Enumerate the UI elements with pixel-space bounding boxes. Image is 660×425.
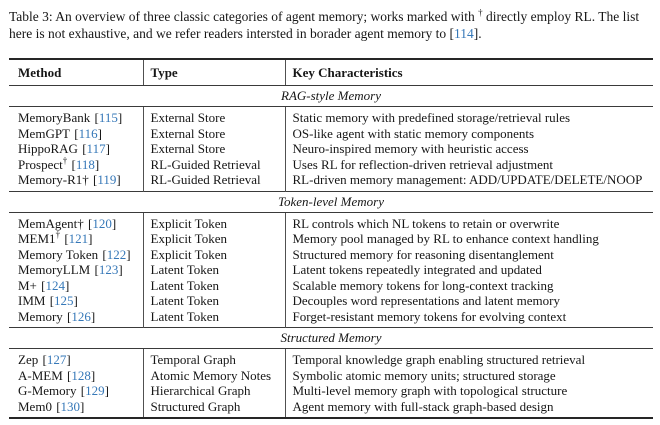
method-cell	[9, 349, 143, 368]
bracket-close: ]	[126, 246, 131, 262]
caption-text-2: directly employ RL. The list here is not exhaustive, and we refer readers intersted in borader agent memory to	[9, 9, 640, 41]
desc-cell: Symbolic atomic memory units; structured storage	[285, 368, 653, 384]
method-cell	[9, 231, 143, 247]
method-name: MemGPT	[18, 125, 70, 141]
method-name: Memory Token	[18, 246, 99, 262]
bracket-close: ]	[116, 172, 121, 187]
desc-cell: RL controls which NL tokens to retain or overwrite	[285, 212, 653, 231]
method-cell	[9, 262, 143, 278]
method-cell	[9, 383, 143, 399]
citation-link[interactable]: 114	[453, 26, 474, 41]
table-row	[9, 309, 653, 328]
table-row	[9, 107, 653, 126]
citation	[82, 141, 110, 156]
table-row	[9, 247, 653, 263]
desc-cell: Memory pool managed by RL to enhance context handling	[285, 231, 653, 247]
citation-link[interactable]: 119	[97, 172, 117, 187]
method-cell	[9, 399, 143, 419]
bracket-open: [	[67, 367, 72, 383]
table-row	[9, 212, 653, 231]
type-cell: Explicit Token	[143, 212, 285, 231]
bracket-open: [	[42, 352, 47, 367]
bracket-open: [	[49, 293, 55, 308]
method-cell	[9, 368, 143, 384]
desc-cell: Uses RL for reflection-driven retrieval adjustment	[285, 157, 653, 173]
method-name: HippoRAG	[18, 141, 78, 156]
desc-cell: Scalable memory tokens for long-context tracking	[285, 278, 653, 294]
section-title: RAG-style Memory	[9, 86, 653, 107]
type-cell: Atomic Memory Notes	[143, 368, 285, 384]
table-row	[9, 278, 653, 294]
bracket-close: ]	[104, 383, 109, 398]
bracket-close: ]	[88, 231, 93, 246]
citation	[94, 262, 122, 277]
method-cell	[9, 247, 143, 263]
method-name: Memory	[18, 308, 63, 324]
citation-link[interactable]: 115	[98, 110, 118, 125]
type-cell: RL-Guided Retrieval	[143, 157, 285, 173]
bracket-open: [	[94, 262, 99, 277]
type-cell: External Store	[143, 107, 285, 126]
bracket-close: ]	[94, 156, 100, 172]
method-cell	[9, 126, 143, 142]
bracket-open: [	[102, 246, 107, 262]
method-name: Mem0	[18, 398, 52, 414]
citation-link[interactable]: 125	[54, 293, 74, 308]
bracket-close: ]	[80, 398, 85, 414]
citation	[67, 309, 95, 324]
agent-memory-table	[9, 58, 653, 419]
citation	[93, 172, 121, 187]
method-cell	[9, 278, 143, 294]
desc-cell: OS-like agent with static memory components	[285, 126, 653, 142]
caption-text-1: Table 3: An overview of three classic categories of agent memory; works marked with	[9, 9, 479, 24]
bracket-close: ]	[90, 367, 96, 383]
citation	[67, 368, 95, 383]
citation	[74, 126, 102, 141]
bracket-close: ]	[118, 262, 123, 277]
section-title: Token-level Memory	[9, 191, 653, 212]
citation	[81, 383, 109, 398]
section-title: Structured Memory	[9, 328, 653, 349]
desc-cell: Latent tokens repeatedly integrated and updated	[285, 262, 653, 278]
desc-cell: Static memory with predefined storage/retrieval rules	[285, 107, 653, 126]
desc-cell: Multi-level memory graph with topological structure	[285, 383, 653, 399]
method-name: G-Memory	[18, 383, 77, 398]
type-cell: External Store	[143, 126, 285, 142]
bracket-open: [	[41, 277, 46, 293]
citation	[50, 293, 78, 308]
bracket-open: [	[67, 308, 72, 324]
method-cell	[9, 172, 143, 191]
section-title-row	[9, 86, 653, 107]
bracket-open: [	[71, 156, 76, 172]
citation	[72, 157, 100, 172]
bracket-close: ]	[64, 277, 70, 293]
citation-link[interactable]: 124	[45, 277, 65, 293]
citation-link[interactable]: 117	[86, 141, 106, 156]
desc-cell: Decouples word representations and latent memory	[285, 293, 653, 309]
bracket-close: ]	[473, 26, 479, 41]
bracket-close: ]	[66, 352, 71, 367]
dagger-sup: †	[62, 156, 68, 166]
method-name: MemoryBank	[18, 110, 91, 125]
method-name: Zep	[18, 352, 39, 367]
bracket-open: [	[94, 110, 99, 125]
bracket-open: [	[93, 172, 98, 187]
citation-link[interactable]: 126	[71, 308, 91, 324]
citation	[56, 399, 84, 414]
method-name: MEM1	[18, 231, 56, 246]
bracket-open: [	[87, 215, 93, 231]
table-row	[9, 126, 653, 142]
type-cell: Latent Token	[143, 309, 285, 328]
bracket-open: [	[64, 231, 69, 246]
section-structured	[9, 328, 653, 349]
citation	[88, 216, 116, 231]
table-row	[9, 368, 653, 384]
column-header-method: Method	[9, 59, 143, 86]
table-header	[9, 59, 653, 86]
type-cell: Hierarchical Graph	[143, 383, 285, 399]
method-name: M+	[18, 277, 37, 293]
citation	[94, 110, 122, 125]
column-header-type: Type	[143, 59, 285, 86]
table-caption	[9, 8, 653, 42]
citation-link[interactable]: 122	[106, 246, 127, 262]
bracket-open: [	[74, 125, 79, 141]
dagger-inline: †	[77, 215, 84, 231]
method-cell	[9, 141, 143, 157]
method-name: A-MEM	[18, 367, 63, 383]
citation-link[interactable]: 123	[98, 262, 119, 277]
citation-link[interactable]: 118	[75, 156, 95, 172]
caption-text-3: .	[478, 26, 482, 41]
citation-link[interactable]: 121	[68, 231, 89, 246]
citation-link[interactable]: 116	[78, 125, 98, 141]
citation	[102, 247, 130, 262]
section-rag-style	[9, 86, 653, 107]
table-row	[9, 383, 653, 399]
bracket-open: [	[82, 141, 87, 156]
method-name: MemoryLLM	[18, 262, 91, 277]
desc-cell: RL-driven memory management: ADD/UPDATE/DELETE/NOOP	[285, 172, 653, 191]
table-row	[9, 399, 653, 419]
citation	[41, 278, 69, 293]
bracket-open: [	[449, 26, 454, 41]
bracket-open: [	[80, 383, 86, 398]
bracket-close: ]	[97, 125, 102, 141]
section-token-level-rows	[9, 212, 653, 328]
table-row	[9, 349, 653, 368]
dagger-sup: †	[55, 231, 61, 240]
method-cell	[9, 107, 143, 126]
type-cell: RL-Guided Retrieval	[143, 172, 285, 191]
bracket-close: ]	[73, 293, 78, 308]
desc-cell: Neuro-inspired memory with heuristic access	[285, 141, 653, 157]
bracket-close: ]	[111, 215, 117, 231]
citation	[42, 352, 70, 367]
column-header-key-characteristics: Key Characteristics	[285, 59, 653, 86]
bracket-close: ]	[117, 110, 123, 125]
table-row	[9, 172, 653, 191]
section-structured-rows	[9, 349, 653, 419]
method-cell	[9, 212, 143, 231]
table-row	[9, 293, 653, 309]
type-cell: Explicit Token	[143, 231, 285, 247]
type-cell: Latent Token	[143, 293, 285, 309]
table-row	[9, 157, 653, 173]
type-cell: Explicit Token	[143, 247, 285, 263]
type-cell: Latent Token	[143, 262, 285, 278]
dagger-symbol: †	[478, 7, 483, 18]
citation	[64, 231, 92, 246]
type-cell: Structured Graph	[143, 399, 285, 419]
section-title-row	[9, 191, 653, 212]
table-row	[9, 231, 653, 247]
citation-link[interactable]: 127	[46, 352, 67, 367]
citation-link[interactable]: 129	[85, 383, 105, 398]
type-cell: External Store	[143, 141, 285, 157]
type-cell: Temporal Graph	[143, 349, 285, 368]
method-name: IMM	[18, 293, 46, 308]
bracket-open: [	[56, 398, 61, 414]
citation-link[interactable]: 120	[92, 215, 112, 231]
desc-cell: Forget-resistant memory tokens for evolving context	[285, 309, 653, 328]
bracket-close: ]	[105, 141, 110, 156]
method-cell	[9, 309, 143, 328]
section-token-level	[9, 191, 653, 212]
section-rag-style-rows	[9, 107, 653, 192]
method-name: Memory-R1	[18, 172, 83, 187]
citation-link[interactable]: 128	[71, 367, 91, 383]
type-cell: Latent Token	[143, 278, 285, 294]
citation-link[interactable]: 130	[60, 398, 81, 414]
method-name: MemAgent	[18, 215, 78, 231]
method-name: Prospect	[18, 156, 63, 172]
method-cell	[9, 293, 143, 309]
table-row	[9, 262, 653, 278]
desc-cell: Temporal knowledge graph enabling structured retrieval	[285, 349, 653, 368]
dagger-inline: †	[82, 172, 89, 187]
bracket-close: ]	[90, 308, 96, 324]
method-cell	[9, 157, 143, 173]
desc-cell: Agent memory with full-stack graph-based design	[285, 399, 653, 419]
section-title-row	[9, 328, 653, 349]
header-row	[9, 59, 653, 86]
table-row	[9, 141, 653, 157]
desc-cell: Structured memory for reasoning disentanglement	[285, 247, 653, 263]
